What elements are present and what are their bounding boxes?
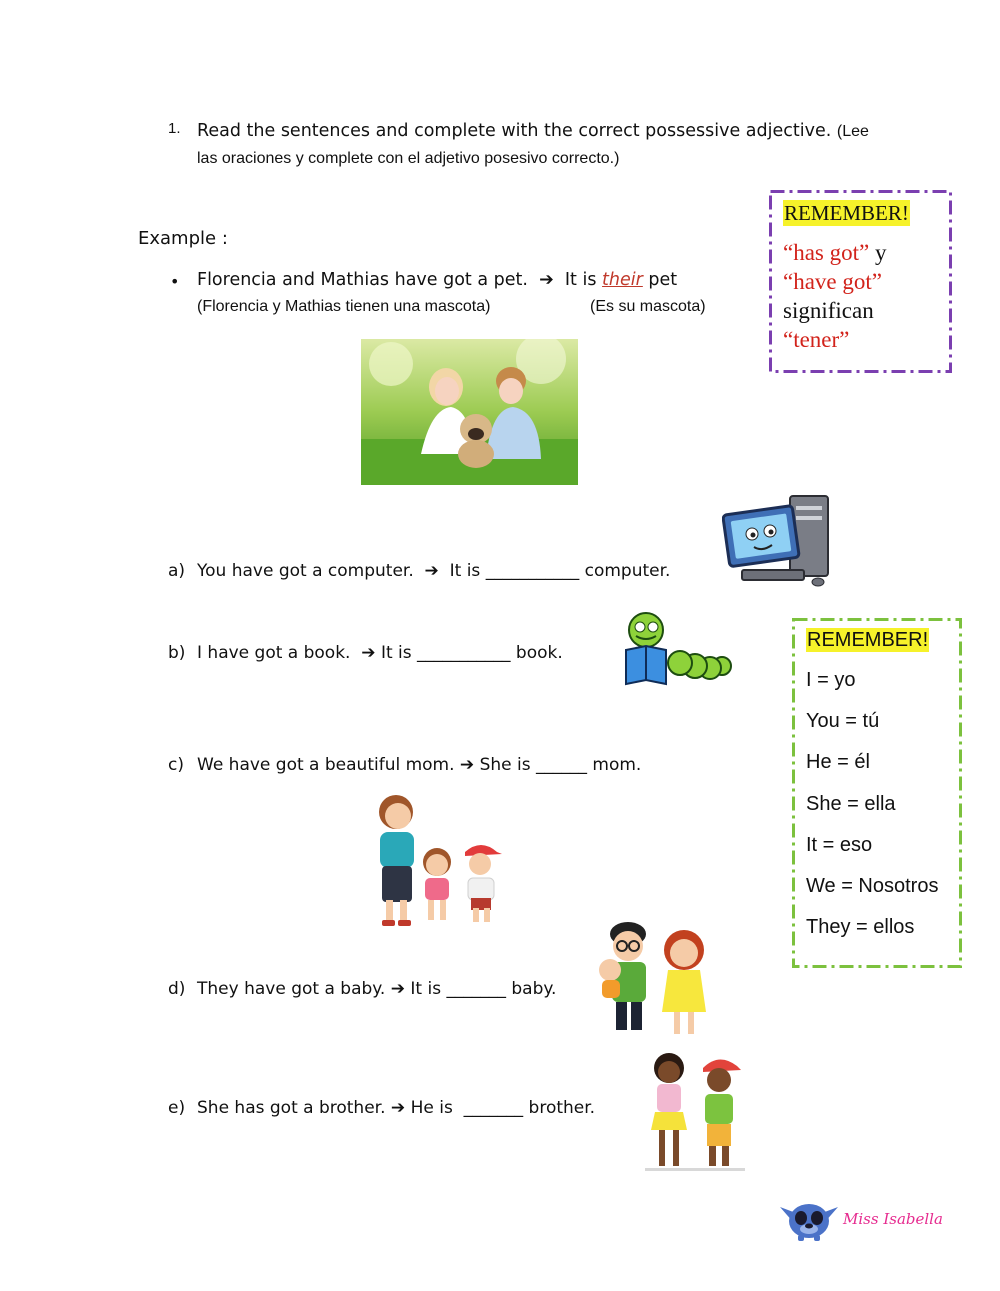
remember-pronouns-box — [792, 618, 962, 968]
exercise-b — [168, 643, 563, 663]
answer-blank[interactable]: ___________ — [485, 561, 580, 581]
exercise-prefix: It is — [410, 979, 442, 999]
tener-term: “tener” — [783, 327, 850, 352]
pronoun-list — [806, 668, 938, 956]
siblings-icon — [645, 1050, 745, 1174]
answer-blank[interactable]: ___________ — [417, 643, 511, 663]
have-got-term: “have got” — [783, 269, 882, 294]
exercise-label: b) — [168, 643, 186, 663]
exercise-e — [168, 1098, 595, 1118]
example-sentence: Florencia and Mathias have got a pet. — [197, 270, 528, 290]
arrow-icon: ➔ — [390, 979, 405, 999]
example-answer: their — [602, 270, 643, 290]
exercise-prefix: She is — [479, 755, 531, 775]
remember-pronouns-title: REMEMBER! — [807, 629, 929, 651]
remember-verbs-box — [769, 190, 952, 373]
mom-with-kids-icon — [360, 788, 510, 934]
parents-with-baby-icon — [596, 920, 716, 1040]
exercise-a — [168, 561, 670, 581]
example-answer-suffix: pet — [648, 270, 678, 290]
exercise-suffix: mom. — [592, 755, 642, 775]
instruction-text — [197, 118, 898, 172]
arrow-icon: ➔ — [459, 755, 475, 775]
exercise-sentence: She has got a brother. — [197, 1098, 386, 1118]
example-answer-prefix: It is — [564, 270, 597, 290]
exercise-sentence: We have got a beautiful mom. — [197, 755, 455, 775]
kids-with-pug-photo — [361, 339, 578, 485]
instruction-number: 1. — [168, 120, 181, 137]
arrow-icon: ➔ — [361, 643, 376, 663]
bookworm-icon — [622, 608, 732, 688]
significan-word: significan — [783, 298, 874, 323]
arrow-icon: ➔ — [539, 270, 554, 290]
exercise-suffix: book. — [515, 643, 563, 663]
example-bullet: • — [170, 272, 180, 291]
exercise-prefix: It is — [380, 643, 412, 663]
has-got-term: “has got” — [783, 240, 870, 265]
exercise-label: e) — [168, 1098, 186, 1118]
exercise-suffix: brother. — [528, 1098, 596, 1118]
pronoun-item: He = él — [806, 751, 870, 774]
example-translation-sentence: (Florencia y Mathias tienen una mascota) — [197, 298, 491, 315]
author-signature: Miss Isabella — [843, 1210, 943, 1228]
exercise-d — [168, 979, 556, 999]
instruction-translation-1: (Lee — [836, 123, 869, 140]
exercise-prefix: It is — [449, 561, 481, 581]
computer-icon — [722, 492, 832, 588]
pronoun-item: She = ella — [806, 792, 896, 815]
exercise-suffix: baby. — [511, 979, 557, 999]
exercise-label: c) — [168, 755, 184, 775]
instruction-main: Read the sentences and complete with the correct possessive adjective. — [197, 121, 832, 141]
stitch-logo-icon — [778, 1193, 840, 1241]
answer-blank[interactable]: _______ — [446, 979, 506, 999]
example-translation-answer: (Es su mascota) — [590, 298, 706, 315]
exercise-sentence: You have got a computer. — [197, 561, 414, 581]
and-word: y — [874, 240, 887, 265]
exercise-label: d) — [168, 979, 186, 999]
exercise-c — [168, 755, 641, 775]
pronoun-item: We = Nosotros — [806, 874, 939, 897]
answer-blank[interactable]: _______ — [463, 1098, 524, 1118]
instructions — [168, 118, 898, 172]
example-label: Example : — [138, 228, 228, 249]
exercise-prefix: He is — [410, 1098, 453, 1118]
arrow-icon: ➔ — [424, 561, 439, 581]
answer-blank[interactable]: ______ — [536, 755, 587, 775]
remember-verbs-title: REMEMBER! — [784, 201, 909, 225]
pronoun-item: It = eso — [806, 833, 873, 856]
exercise-sentence: They have got a baby. — [197, 979, 386, 999]
pronoun-item: You = tú — [806, 710, 880, 733]
pronoun-item: They = ellos — [806, 916, 915, 939]
remember-verbs-body — [783, 238, 886, 354]
exercise-suffix: computer. — [584, 561, 671, 581]
example-sentence-row — [197, 270, 677, 290]
exercise-sentence: I have got a book. — [197, 643, 351, 663]
arrow-icon: ➔ — [390, 1098, 406, 1118]
pronoun-item: I = yo — [806, 669, 856, 691]
instruction-translation-2: las oraciones y complete con el adjetivo posesivo correcto.) — [197, 150, 620, 167]
exercise-label: a) — [168, 561, 186, 581]
